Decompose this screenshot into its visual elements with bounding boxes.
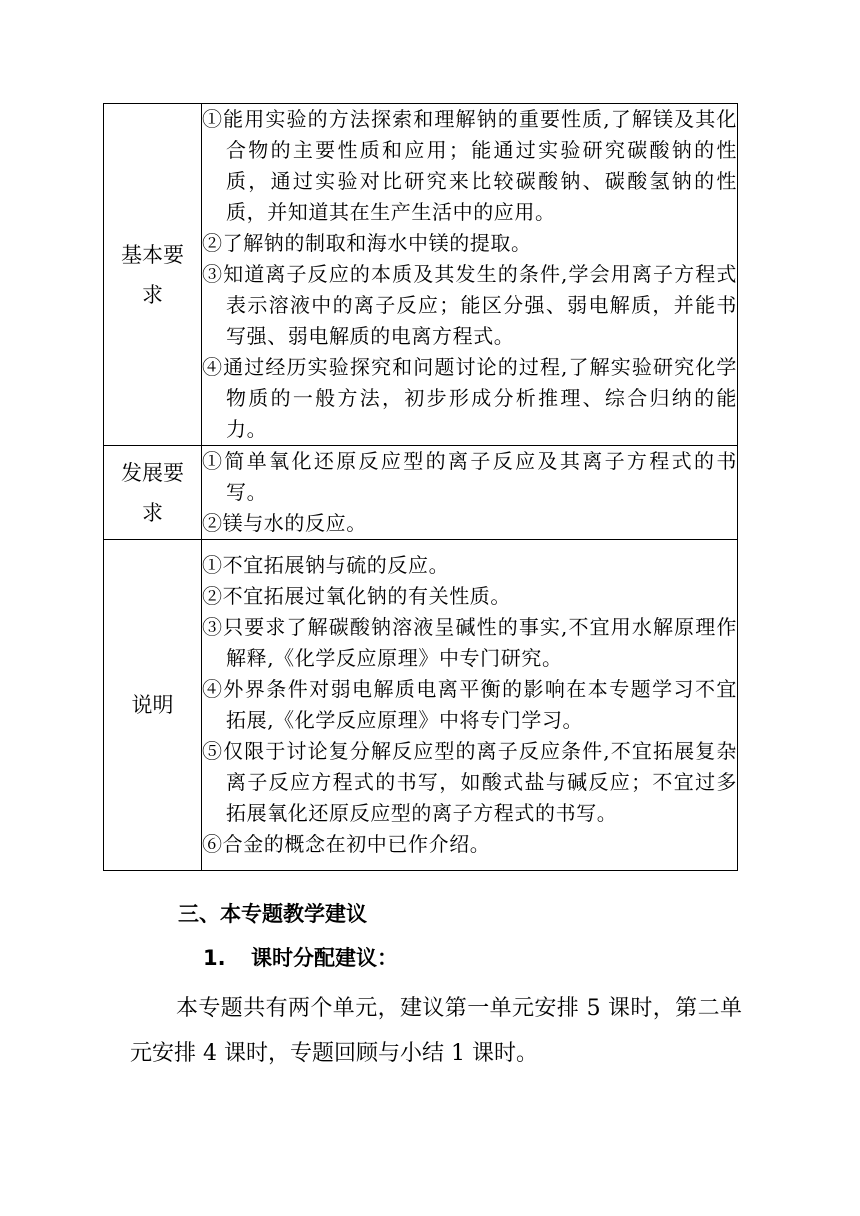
table-row [104,446,738,540]
list-item: ⑥合金的概念在初中已作介绍。 [202,832,491,856]
list-item: ②不宜拓展过氧化钠的有关性质。 [202,584,511,608]
subsection-heading [203,942,398,972]
list-item: ②了解钠的制取和海水中镁的提取。 [202,231,532,255]
row-label: 发展要求 [121,460,184,525]
body-paragraph: 本专题共有两个单元，建议第一单元安排 5 课时，第二单元安排 4 课时，专题回顾与小结 1 课时。 [130,996,742,1066]
requirements-table [103,103,738,871]
list-item: ④外界条件对弱电解质电离平衡的影响在本专题学习不宜拓展,《化学反应原理》中将专门学习。 [202,677,737,732]
list-item: ④通过经历实验探究和问题讨论的过程,了解实验研究化学物质的一般方法，初步形成分析推理、综合归纳的能力。 [202,355,737,441]
row-content-cell [202,446,738,540]
list-item: ①能用实验的方法探索和理解钠的重要性质,了解镁及其化合物的主要性质和应用；能通过实验研究碳酸钠的性质，通过实验对比研究来比较碳酸钠、碳酸氢钠的性质，并知道其在生产生活中的应用。 [202,107,737,224]
row-label: 说明 [131,693,174,717]
list-item: ②镁与水的反应。 [202,511,367,535]
row-label-cell [104,104,202,446]
list-item: ⑤仅限于讨论复分解反应型的离子反应条件,不宜拓展复杂离子反应方程式的书写，如酸式盐与碱反应；不宜过多拓展氧化还原反应型的离子方程式的书写。 [202,739,737,825]
section-heading: 三、本专题教学建议 [178,902,367,926]
row-label: 基本要求 [121,242,184,307]
table-row [104,540,738,871]
subsection-title: 课时分配建议： [251,946,398,970]
subsection-number: 1. [203,946,226,970]
list-item: ①不宜拓展钠与硫的反应。 [202,553,450,577]
list-item: ①简单氧化还原反应型的离子反应及其离子方程式的书写。 [202,449,737,504]
row-content-cell [202,540,738,871]
list-item: ③知道离子反应的本质及其发生的条件,学会用离子方程式表示溶液中的离子反应；能区分强、弱电解质，并能书写强、弱电解质的电离方程式。 [202,262,737,348]
list-item: ③只要求了解碳酸钠溶液呈碱性的事实,不宜用水解原理作解释,《化学反应原理》中专门研究。 [202,615,737,670]
table-row [104,104,738,446]
row-label-cell [104,540,202,871]
row-label-cell [104,446,202,540]
row-content-cell [202,104,738,446]
